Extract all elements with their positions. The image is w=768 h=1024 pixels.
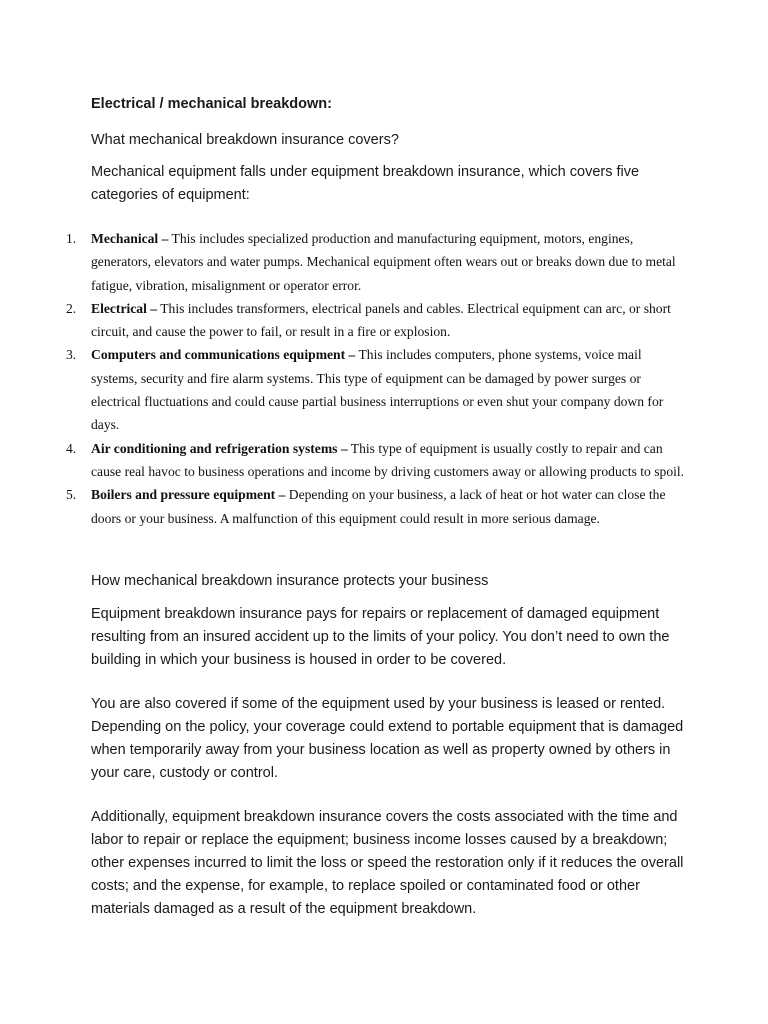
list-item: [66, 227, 690, 297]
body-paragraph: You are also covered if some of the equipment used by your business is leased or rented. Depending on the policy, your coverage could extend to portable equipment that is damaged when temporarily away from your business location as well as property owned by others in your care, custody or control.: [91, 696, 684, 781]
list-item-number: 1.: [66, 231, 77, 246]
list-item-number: 4.: [66, 440, 77, 456]
body-paragraph: Additionally, equipment breakdown insurance covers the costs associated with the time and labor to repair or replace the equipment; business income losses caused by a breakdown; other expenses incurred to limit the loss or speed the restoration only if it reduces the overall costs; and the expense, for example, to replace spoiled or contaminated food or other materials damaged as a result of the equipment breakdown.: [91, 809, 684, 917]
protects-heading: How mechanical breakdown insurance protects your business: [91, 573, 489, 589]
list-item-title: Computers and communications equipment –: [91, 347, 356, 363]
section-heading: Electrical / mechanical breakdown:: [91, 96, 332, 112]
list-item-text: This includes computers, phone systems, voice mail systems, security and fire alarm systems. This type of equipment can be damaged by power surges or electrical fluctuations and could cause partial business interruptions or even shut your company down for days.: [91, 347, 664, 433]
list-item: [66, 343, 690, 436]
list-item: [66, 297, 690, 344]
list-item: [66, 437, 690, 484]
list-item-text: This type of equipment is usually costly to repair and can cause real havoc to business operations and income by driving customers away or allowing products to spoil.: [91, 440, 685, 479]
list-item-number: 5.: [66, 487, 77, 503]
list-item-title: Air conditioning and refrigeration systems –: [91, 440, 348, 456]
list-item-number: 2.: [66, 300, 77, 316]
question-text: What mechanical breakdown insurance covers?: [91, 132, 399, 148]
list-item-title: Electrical –: [91, 300, 158, 316]
equipment-categories-list: [66, 227, 690, 530]
list-item-text: This includes specialized production and manufacturing equipment, motors, engines, generators, elevators and water pumps. Mechanical equipment often wears out or breaks down due to metal fatigue, vibration, misalignment or operator error.: [91, 231, 676, 293]
list-item-title: Mechanical –: [91, 231, 169, 246]
list-item-text: Depending on your business, a lack of heat or hot water can close the doors or your business. A malfunction of this equipment could result in more serious damage.: [91, 487, 666, 526]
intro-paragraph: Mechanical equipment falls under equipment breakdown insurance, which covers five categories of equipment:: [91, 164, 640, 203]
list-item-text: This includes transformers, electrical panels and cables. Electrical equipment can arc, or short circuit, and cause the power to fail, or result in a fire or explosion.: [91, 300, 671, 340]
body-paragraph: Equipment breakdown insurance pays for repairs or replacement of damaged equipment resulting from an insured accident up to the limits of your policy. You don’t need to own the building in which your business is housed in order to be covered.: [91, 606, 670, 668]
list-item: [66, 483, 690, 530]
list-item-number: 3.: [66, 347, 77, 363]
list-item-title: Boilers and pressure equipment –: [91, 487, 286, 503]
